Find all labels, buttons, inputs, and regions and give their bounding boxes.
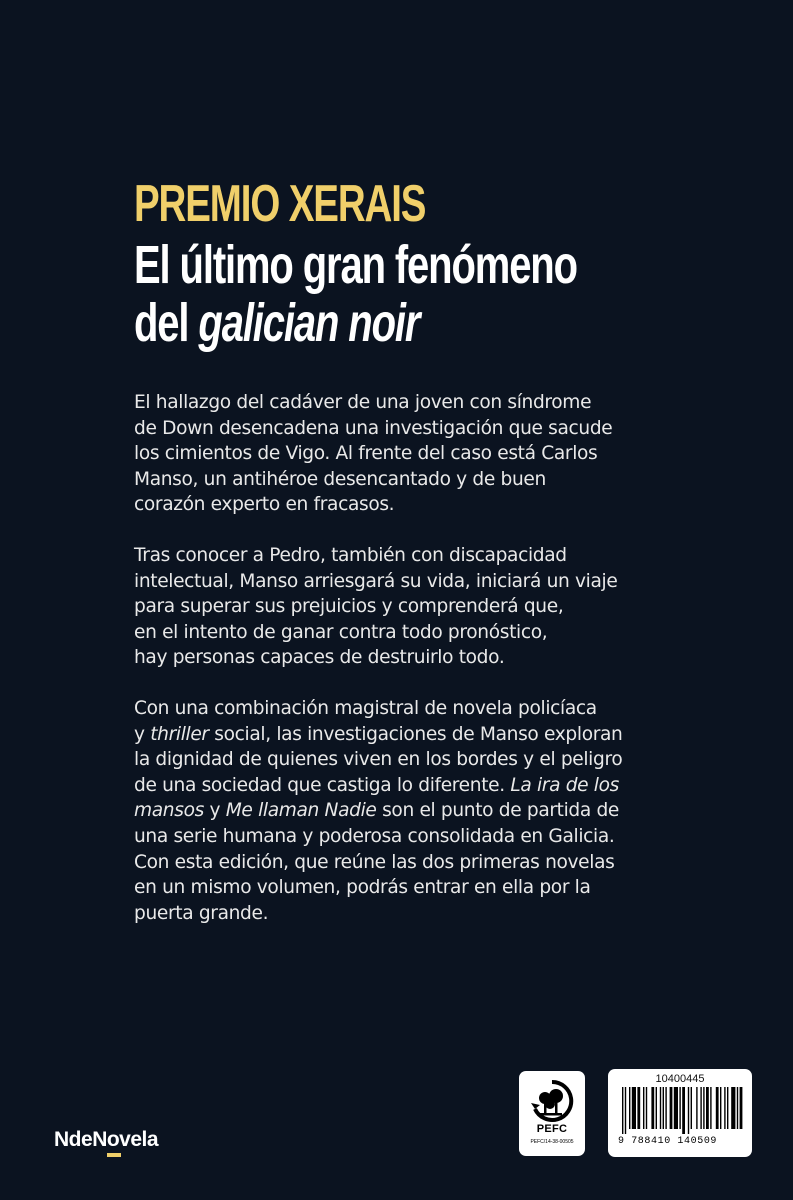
text-run: son el punto de partida de — [376, 800, 620, 822]
synopsis — [134, 390, 654, 951]
synopsis-line: intelectual, Manso arriesgará su vida, iniciará un viaje — [134, 570, 618, 592]
synopsis-line: El hallazgo del cadáver de una joven con síndrome — [134, 392, 592, 413]
barcode-bar — [691, 1087, 692, 1129]
text-run: de una sociedad que castiga lo diferente. — [134, 774, 511, 796]
synopsis-line: hay personas capaces de destruirlo todo. — [134, 647, 505, 669]
barcode-bar — [724, 1087, 725, 1129]
barcode-bar — [651, 1087, 654, 1129]
barcode-bar — [665, 1087, 666, 1129]
barcode-bar — [632, 1087, 636, 1129]
synopsis-line: los cimientos de Vigo. Al frente del caso está Carlos — [134, 443, 598, 465]
headline-block — [134, 172, 694, 352]
barcode-bar — [663, 1087, 664, 1129]
barcode-bar — [629, 1087, 630, 1129]
barcode-bar — [643, 1087, 644, 1129]
synopsis-line: la dignidad de quienes viven en los bordes y el peligro — [134, 749, 623, 771]
synopsis-line: puerta grande. — [134, 902, 269, 924]
synopsis-line — [134, 773, 654, 799]
barcode-bars — [618, 1087, 744, 1135]
title-line-1: El último gran fenómeno — [134, 235, 577, 295]
barcode-bar — [727, 1087, 728, 1129]
title-line-2-prefix: del — [134, 293, 199, 353]
publisher-logo-part-a: Nde — [54, 1128, 93, 1151]
title-line-2 — [134, 294, 548, 352]
pefc-certification — [519, 1071, 585, 1156]
barcode-bar — [696, 1087, 697, 1129]
text-run: y — [134, 723, 151, 745]
synopsis-line: de Down desencadena una investigación que sacude — [134, 417, 613, 439]
italic-run: Me llaman Nadie — [225, 800, 377, 822]
barcode-bar — [703, 1087, 704, 1129]
barcode-bar — [688, 1087, 689, 1134]
barcode-reference: 10400445 — [655, 1073, 705, 1085]
synopsis-paragraph-3 — [134, 696, 654, 926]
barcode-bar — [731, 1087, 735, 1129]
isbn-barcode-box — [608, 1069, 752, 1157]
italic-run: thriller — [150, 723, 209, 745]
barcode-bar — [700, 1087, 701, 1129]
barcode-bar — [660, 1087, 661, 1129]
synopsis-line: una serie humana y poderosa consolidada en Galicia. — [134, 825, 615, 847]
synopsis-line: Con una combinación magistral de novela policíaca — [134, 697, 597, 719]
text-run: y — [203, 800, 226, 822]
pefc-tree-icon — [529, 1079, 575, 1123]
publisher-logo-part-b: Novela — [92, 1128, 159, 1151]
synopsis-line: Tras conocer a Pedro, también con discapacidad — [134, 544, 567, 566]
barcode-bar — [622, 1087, 623, 1134]
barcode-bar — [646, 1087, 647, 1129]
synopsis-paragraph-1 — [134, 390, 654, 518]
award-title: PREMIO XERAIS — [134, 175, 426, 233]
publisher-logo-underline — [107, 1153, 121, 1157]
synopsis-line: en el intento de ganar contra todo pronóstico, — [134, 621, 548, 643]
barcode-bar — [716, 1087, 719, 1129]
barcode-bar — [674, 1087, 678, 1129]
title-line-2-italic: galician noir — [198, 293, 420, 353]
italic-run: mansos — [134, 800, 204, 822]
text-run: social, las investigaciones de Manso exploran — [208, 723, 623, 745]
barcode-bar — [706, 1087, 709, 1129]
barcode-bar — [710, 1087, 711, 1129]
barcode-bar — [740, 1087, 743, 1129]
barcode-bar — [625, 1087, 626, 1134]
barcode-bar — [670, 1087, 673, 1129]
barcode-frame — [618, 1087, 744, 1149]
pefc-code: PEFC/14-38-00505 — [530, 1139, 574, 1145]
synopsis-line: Con esta edición, que reúne las dos primeras novelas — [134, 851, 615, 873]
barcode-bar — [682, 1087, 685, 1134]
publisher-logo — [54, 1128, 158, 1152]
barcode-bar — [679, 1087, 680, 1129]
synopsis-line — [134, 798, 654, 824]
isbn-digits: 9 788410 140509 — [618, 1136, 718, 1147]
synopsis-line: en un mismo volumen, podrás entrar en ella por la — [134, 877, 591, 899]
synopsis-paragraph-2 — [134, 543, 654, 671]
synopsis-line: Manso, un antihéroe desencantado y de buen — [134, 468, 546, 490]
barcode-bar — [737, 1087, 738, 1129]
barcode-bar — [656, 1087, 657, 1129]
synopsis-line: para superar sus prejuicios y comprenderá que, — [134, 596, 564, 618]
synopsis-line: corazón experto en fracasos. — [134, 494, 395, 516]
synopsis-line — [134, 722, 654, 748]
barcode-bar — [637, 1087, 640, 1129]
pefc-label: PEFC — [536, 1123, 568, 1135]
italic-run: La ira de los — [510, 774, 619, 796]
barcode-bar — [720, 1087, 721, 1129]
